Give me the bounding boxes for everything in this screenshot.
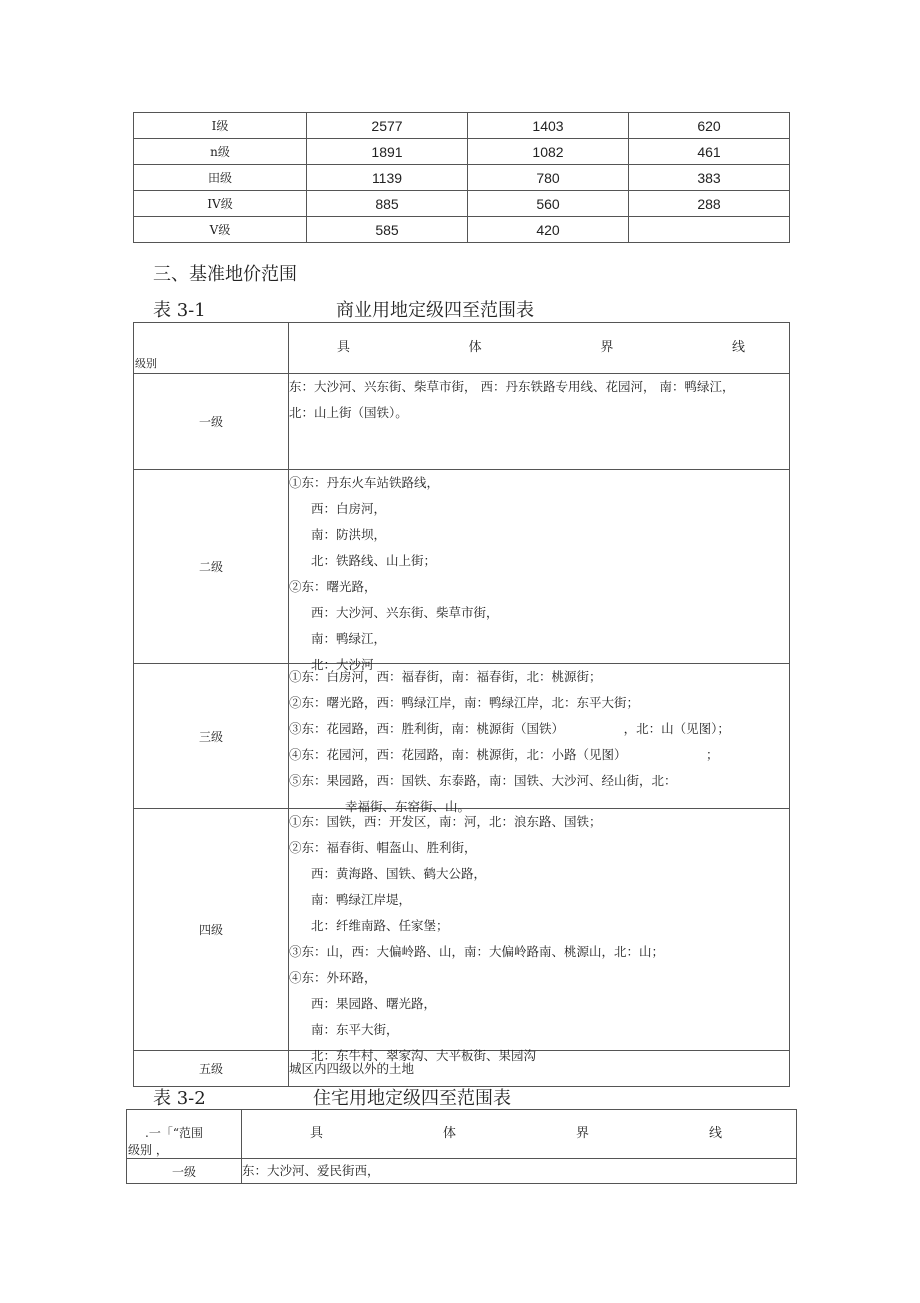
bounds-line: 城区内四级以外的土地 xyxy=(289,1060,415,1076)
header-char: 具 xyxy=(337,340,351,355)
price-value: 420 xyxy=(468,217,629,243)
header-char: 线 xyxy=(731,340,745,355)
bounds-line: 东：大沙河、爱民街西， xyxy=(242,1163,380,1178)
commercial-bounds-table xyxy=(133,322,790,1087)
price-level: n级 xyxy=(134,139,307,165)
level-cell: 一级 xyxy=(134,374,289,470)
header-char: 线 xyxy=(708,1126,722,1141)
bounds-line: 北：山上街（国铁）。 xyxy=(289,405,408,420)
level-cell: 三级 xyxy=(134,664,289,809)
table-header-row xyxy=(134,323,790,374)
bounds-line: 北：铁路线、山上街； xyxy=(311,553,437,568)
bounds-line: ③东：山，西：大偏岭路、山，南：大偏岭路南、桃源山，北：山； xyxy=(289,944,665,959)
commercial-caption-title: 商业用地定级四至范围表 xyxy=(336,300,534,321)
table-row xyxy=(134,217,790,243)
bounds-line: ④东：外环路， xyxy=(289,970,377,985)
bounds-cell xyxy=(242,1159,797,1184)
bounds-line: 东：大沙河、兴东街、柴草市街， 西：丹东铁路专用线、花园河， 南：鸭绿江， xyxy=(289,379,735,394)
section-heading: 三、基准地价范围 xyxy=(153,264,297,285)
header-level-cell xyxy=(127,1110,242,1159)
table-row xyxy=(134,374,790,470)
bounds-line: ③东：花园路，西：胜利街，南：桃源街（国铁） ，北：山（见图）； xyxy=(289,721,730,736)
header-char: 界 xyxy=(600,340,614,355)
table-header-row xyxy=(127,1110,797,1159)
bounds-line: ②东：福春街、帽盔山、胜利街， xyxy=(289,840,477,855)
bounds-line: 西：白房河， xyxy=(311,501,387,516)
residential-bounds-table xyxy=(126,1109,797,1184)
bounds-line: 北：东牛村、翠家沟、大平板街、果园沟 xyxy=(311,1048,537,1063)
bounds-line: 幸福街、东窑街、山。 xyxy=(345,799,471,814)
price-value: 560 xyxy=(468,191,629,217)
level-cell: 一级 xyxy=(127,1159,242,1184)
level-cell: 二级 xyxy=(134,470,289,664)
bounds-cell xyxy=(289,470,790,672)
residential-caption-number: 表 3-2 xyxy=(153,1088,206,1109)
commercial-caption-number: 表 3-1 xyxy=(153,300,206,321)
table-row xyxy=(134,113,790,139)
bounds-line: ②东：曙光路， xyxy=(289,579,377,594)
bounds-cell xyxy=(289,809,790,1063)
price-value: 1139 xyxy=(307,165,468,191)
price-value: 1403 xyxy=(468,113,629,139)
price-value: 383 xyxy=(629,165,790,191)
bounds-cell xyxy=(289,664,790,814)
bounds-line: 北：大沙河 xyxy=(311,657,374,672)
table-row xyxy=(134,191,790,217)
table-row xyxy=(134,139,790,165)
header-level-label: 级别 xyxy=(135,357,157,370)
bounds-line: ①东：国铁，西：开发区，南：河，北：浪东路、国铁； xyxy=(289,814,602,829)
header-char: 界 xyxy=(575,1126,589,1141)
price-level: I级 xyxy=(134,113,307,139)
price-value: 2577 xyxy=(307,113,468,139)
table-row xyxy=(134,664,790,809)
header-level-label: 级别 ， xyxy=(128,1143,168,1157)
bounds-cell xyxy=(289,374,790,470)
level-cell: 四级 xyxy=(134,809,289,1051)
bounds-line: ④东：花园河，西：花园路，南：桃源街，北：小路（见图） ； xyxy=(289,747,719,762)
bounds-line: ②东：曙光路，西：鸭绿江岸，南：鸭绿江岸，北：东平大街； xyxy=(289,695,640,710)
price-level: 田级 xyxy=(134,165,307,191)
header-bounds-cell xyxy=(289,323,790,374)
header-char: 具 xyxy=(310,1126,324,1141)
price-value: 1891 xyxy=(307,139,468,165)
bounds-line: ⑤东：果园路，西：国铁、东泰路，南：国铁、大沙河、经山街，北： xyxy=(289,773,677,788)
bounds-line: 南：东平大街， xyxy=(311,1022,399,1037)
table-row xyxy=(134,165,790,191)
price-value: 288 xyxy=(629,191,790,217)
price-value: 585 xyxy=(307,217,468,243)
price-value: 461 xyxy=(629,139,790,165)
bounds-line: 西：黄海路、国铁、鹤大公路， xyxy=(311,866,487,881)
price-value xyxy=(629,217,790,243)
price-level: V级 xyxy=(134,217,307,243)
bounds-line: 南：鸭绿江岸堤， xyxy=(311,892,412,907)
header-bounds-cell xyxy=(242,1110,797,1159)
level-cell: 五级 xyxy=(134,1051,289,1087)
price-level: IV级 xyxy=(134,191,307,217)
price-table xyxy=(133,112,790,243)
bounds-line: 西：大沙河、兴东街、柴草市街， xyxy=(311,605,499,620)
price-value: 620 xyxy=(629,113,790,139)
bounds-line: ①东：白房河，西：福春街，南：福春街，北：桃源街； xyxy=(289,669,602,684)
bounds-line: 北：纤维南路、任家堡； xyxy=(311,918,449,933)
table-row xyxy=(134,470,790,664)
table-row xyxy=(134,809,790,1051)
bounds-line: 南：防洪坝， xyxy=(311,527,387,542)
bounds-line: 南：鸭绿江， xyxy=(311,631,387,646)
price-value: 1082 xyxy=(468,139,629,165)
header-level-cell xyxy=(134,323,289,374)
header-char: 体 xyxy=(442,1126,456,1141)
price-value: 885 xyxy=(307,191,468,217)
price-value: 780 xyxy=(468,165,629,191)
header-range-label: .一「“范围 xyxy=(145,1126,203,1140)
bounds-line: 西：果园路、曙光路， xyxy=(311,996,437,1011)
bounds-line: ①东：丹东火车站铁路线， xyxy=(289,475,440,490)
residential-caption-title: 住宅用地定级四至范围表 xyxy=(313,1088,511,1109)
header-char: 体 xyxy=(468,340,482,355)
table-row xyxy=(127,1159,797,1184)
